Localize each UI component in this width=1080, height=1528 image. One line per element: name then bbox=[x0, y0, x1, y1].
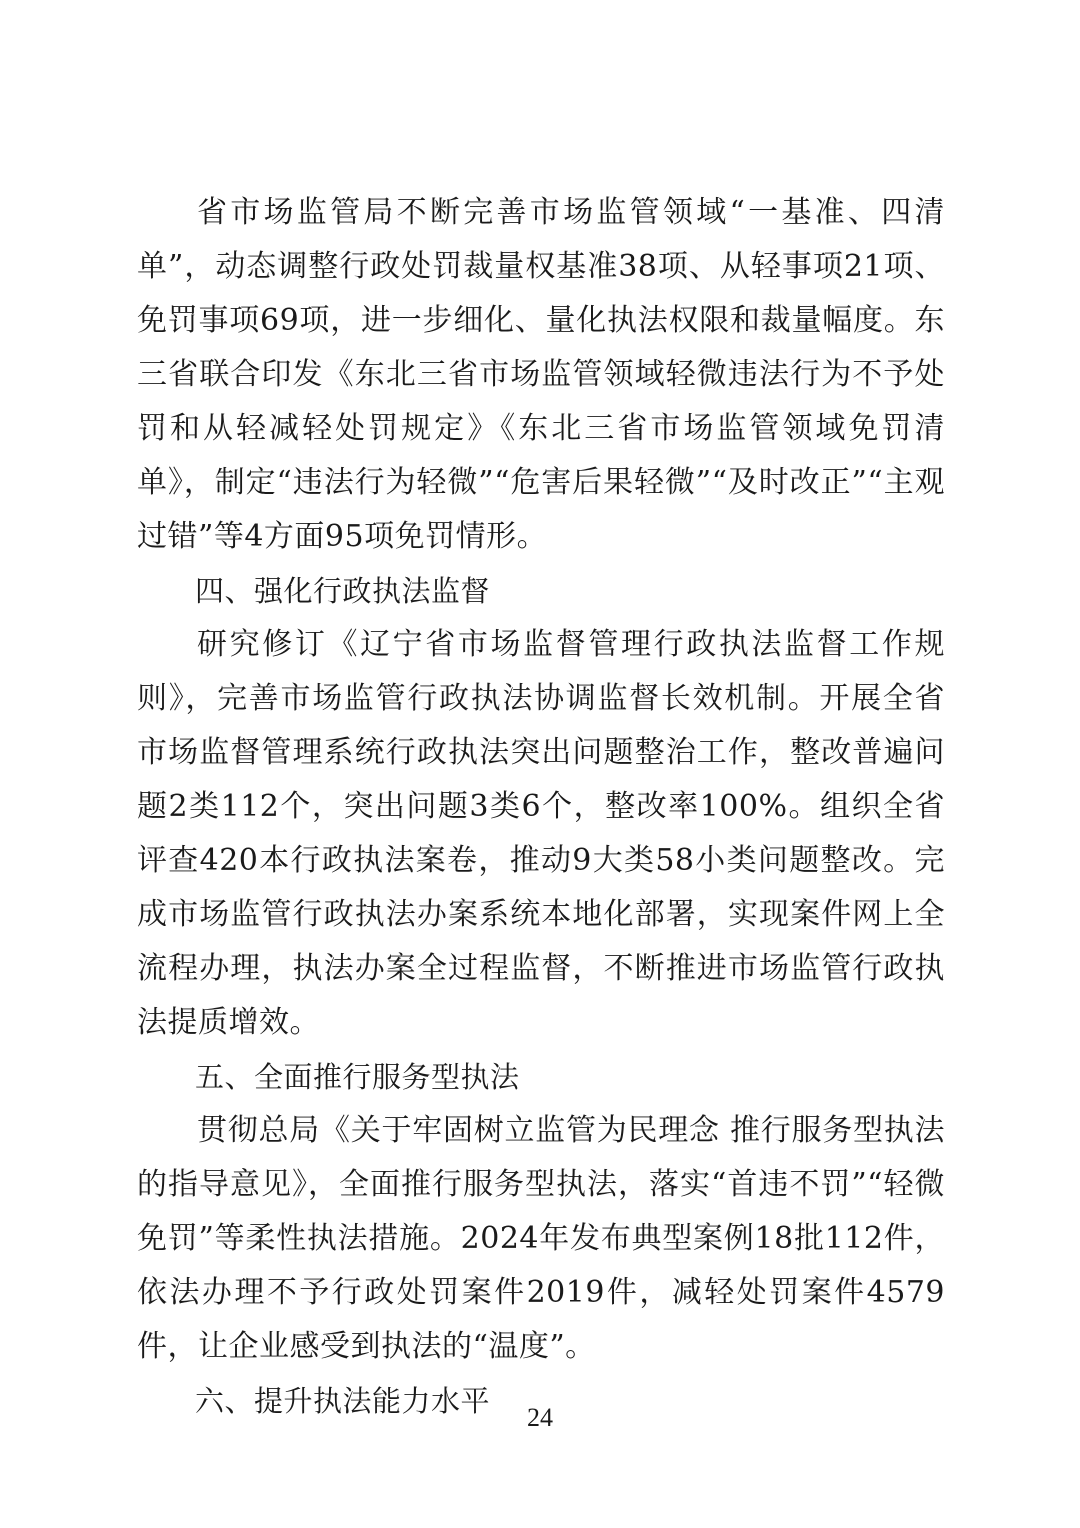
paragraph-service-enforcement: 贯彻总局《关于牢固树立监管为民理念 推行服务型执法的指导意见》，全面推行服务型执法，落实“首违不罚”“轻微免罚”等柔性执法措施。2024年发布典型案例18批112件，依法办理不予行政处罚案件2019件，减轻处罚案件4579件，让企业感受到执法的“温度”。 bbox=[137, 1113, 945, 1364]
paragraph-discretion-standards: 省市场监管局不断完善市场监管领域“一基准、四清单”，动态调整行政处罚裁量权基准38项、从轻事项21项、免罚事项69项，进一步细化、量化执法权限和裁量幅度。东三省联合印发《东北三省市场监管领域轻微违法行为不予处罚和从轻减轻处罚规定》《东北三省市场监管领域免罚清单》，制定“违法行为轻微”“危害后果轻微”“及时改正”“主观过错”等4方面95项免罚情形。 bbox=[137, 195, 945, 554]
section-heading-6: 六、提升执法能力水平 bbox=[195, 1384, 491, 1418]
section-heading-4: 四、强化行政执法监督 bbox=[195, 574, 491, 608]
document-page bbox=[137, 186, 945, 1428]
section-heading-5: 五、全面推行服务型执法 bbox=[195, 1060, 520, 1094]
page-number: 24 bbox=[527, 1403, 553, 1432]
paragraph-enforcement-supervision: 研究修订《辽宁省市场监督管理行政执法监督工作规则》，完善市场监管行政执法协调监督长效机制。开展全省市场监督管理系统行政执法突出问题整治工作，整改普遍问题2类112个，突出问题3类6个，整改率100%。组织全省评查420本行政执法案卷，推动9大类58小类问题整改。完成市场监管行政执法办案系统本地化部署，实现案件网上全流程办理，执法办案全过程监督，不断推进市场监管行政执法提质增效。 bbox=[137, 627, 945, 1040]
